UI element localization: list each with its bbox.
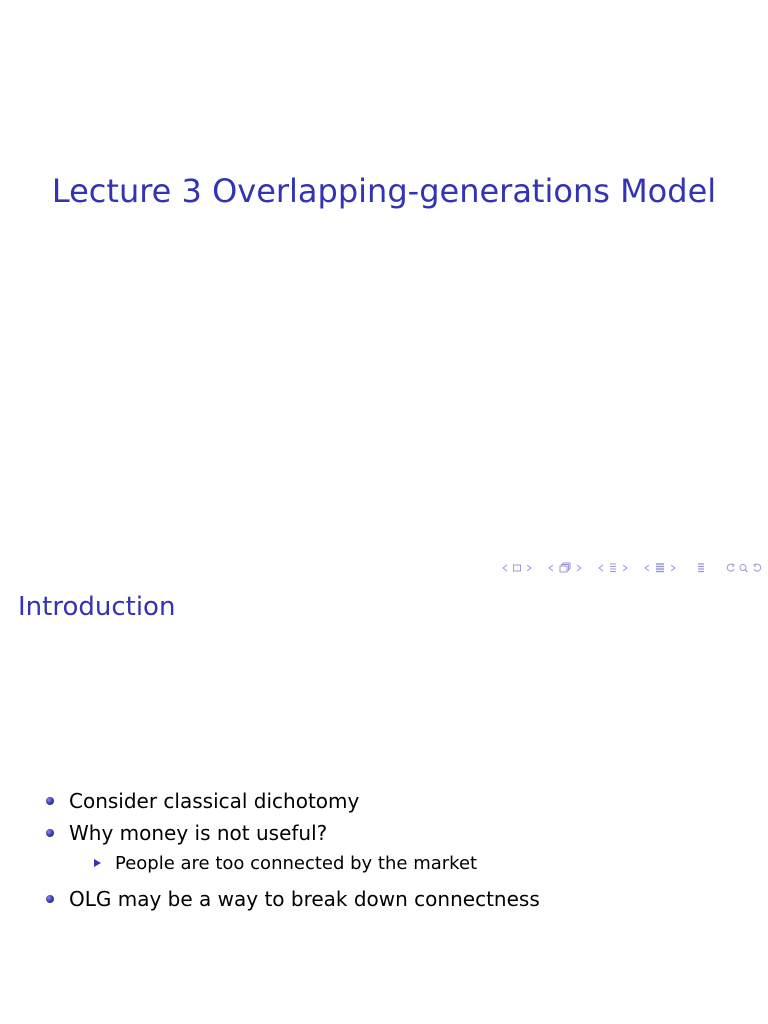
beamer-navigation-bar <box>486 560 762 576</box>
list-item-text: Consider classical dichotomy <box>69 789 360 813</box>
list-item-text: Why money is not useful? <box>69 821 328 845</box>
left-arrow-icon[interactable] <box>644 563 650 573</box>
bullet-list <box>46 785 746 915</box>
section-nav[interactable] <box>598 562 628 574</box>
left-arrow-icon[interactable] <box>598 563 604 573</box>
bullet-icon <box>46 829 54 837</box>
sub-list-item-text: People are too connected by the market <box>115 852 478 874</box>
sub-list-item <box>94 849 746 877</box>
right-arrow-icon[interactable] <box>526 563 532 573</box>
right-arrow-icon[interactable] <box>622 563 628 573</box>
bullet-icon <box>46 797 54 805</box>
search-nav[interactable] <box>726 562 762 574</box>
introduction-slide <box>0 580 768 1024</box>
frame-nav-icon[interactable] <box>512 563 522 573</box>
left-arrow-icon[interactable] <box>502 563 508 573</box>
subsection-nav[interactable] <box>548 562 582 574</box>
bullet-icon <box>46 895 54 903</box>
left-arrow-icon[interactable] <box>548 563 554 573</box>
frame-nav[interactable] <box>502 563 532 573</box>
lecture-title: Lecture 3 Overlapping-generations Model <box>51 172 717 210</box>
list-item <box>46 785 746 817</box>
presentation-nav-icon[interactable] <box>654 562 666 574</box>
appendix-nav-icon[interactable] <box>696 562 706 574</box>
list-item <box>46 883 746 915</box>
triangle-bullet-icon <box>94 859 101 867</box>
frame-title: Introduction <box>18 592 176 622</box>
search-nav-icon[interactable] <box>726 562 762 574</box>
list-item-text: OLG may be a way to break down connectness <box>69 887 540 911</box>
right-arrow-icon[interactable] <box>670 563 676 573</box>
presentation-nav[interactable] <box>644 562 676 574</box>
section-nav-icon[interactable] <box>608 562 618 574</box>
appendix-nav[interactable] <box>692 562 710 574</box>
list-item <box>46 817 746 849</box>
right-arrow-icon[interactable] <box>576 563 582 573</box>
subsection-nav-icon[interactable] <box>558 562 572 574</box>
